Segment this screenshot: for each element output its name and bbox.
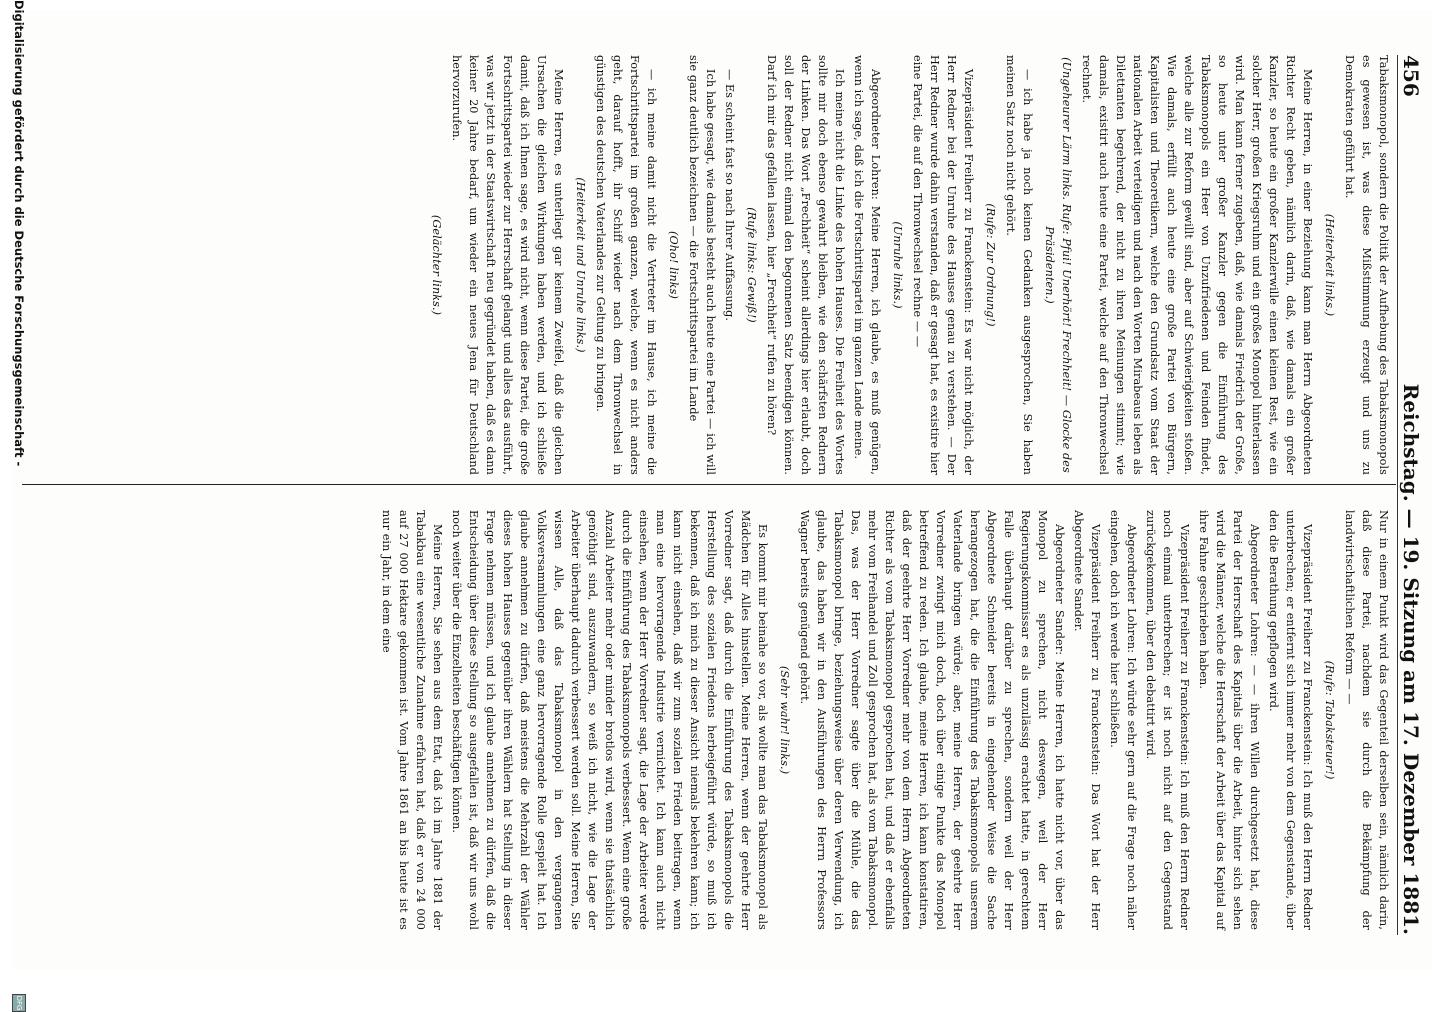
- paragraph: Tabaksmonopol, sondern die Politik der Aufhebung des Tabaksmonopols es gewesen ist, was diese Mißstimmung erzeugt und uns zu Demokraten geführt hat.: [1343, 55, 1390, 475]
- header-rule: [1397, 55, 1398, 935]
- stage-direction: (Sehr wahr! links.): [778, 665, 791, 775]
- paragraph: Ich meine nicht die Linke des hohen Hauses. Die Freiheit des Wortes sollte mir doch ebenso gewahrt bleiben, wie den schärfsten Rednern der Linken. Das Wort „Frechheit“ scheint allerdings hier erlaubt, doch soll der Redner nicht einmal den begonnenen Satz beendigen können. Darf ich mir das gefallen lassen, hier „Frechheit“ rufen zu hören?: [765, 55, 846, 475]
- digitization-credit: Digitalisierung gefördert durch die Deutsche Forschungsgemeinschaft -: [12, 0, 26, 467]
- paragraph: Vizepräsident Freiherr zu Franckenstein: Es war nicht möglich, der Herr Redner bei der Unruhe des Hauses genau zu verstehen. — Der Herr Redner wurde dahin verstanden, daß er gesagt hat, es existire hier eine Partei, die auf den Thronwechsel rechne — —: [911, 55, 975, 475]
- paragraph: Es kommt mir beinahe so vor, als wollte man das Tabaksmonopol als Mädchen für Alles hinstellen. Meine Herren, wenn der geehrte Herr Vorredner sagt, daß durch die Einführung des Tabaksmonopols die Herstellung des sozialen Friedens herbeigeführt würde, so muß ich bekennen, daß ich mich zu dieser Ansicht niemals bekehren kann; ich kann nicht einsehen, daß wir zum sozialen Frieden beitragen, wenn man eine hervorragende Industrie vernichtet. Ich kann auch nicht einsehen, wenn der Herr Vorredner sagt, die Lage der Arbeiter werde durch die Einführung des Tabaksmonopols verbessert. Wenn eine große Anzahl Arbeiter mehr oder minder brotlos wird, wenn sie thatsächlich genöthigt sind, auszuwandern, so weiß ich nicht, wie die Lage der Arbeiter überhaupt dadurch verbessert werden soll. Meine Herren, Sie wissen Alle, daß das Tabaksmonopol in den vergangenen Volksversammlungen eine ganz hervorragende Rolle gespielt hat. Ich glaube annehmen zu dürfen, daß meistens die Mehrzahl der Wähler dieses hohen Hauses gegenüber ihren Wählern hat Stellung in dieser Frage nehmen müssen, und ich glaube annehmen zu dürfen, daß die Entscheidung über diese Stellung so ausgefallen ist, daß wir uns wohl noch weiter über die Einzelheiten beschäftigen können.: [450, 510, 769, 930]
- right-column: [376, 510, 1392, 930]
- paragraph: — ich meine damit nicht die Vertreter im Hause, ich meine die Fortschrittspartei im großen ganzen, welche, wenn es nicht anders geht, darauf hofft, ihr Schiff wieder nach dem Thronwechsel in günstigen des deutschen Vaterlandes zur Geltung zu bringen.: [594, 55, 658, 475]
- page-title: Reichstag. — 19. Sitzung am 17. Dezember 1881.: [1399, 383, 1423, 935]
- paragraph: Abgeordneter Lohren: — — ihren Willen durchgesetzt hat, diese Partei der Herrschaft des Kapitals über die Arbeit, hinter sich sehen wird die Männer, welche die Herrschaft der Arbeit über das Kapital auf ihre Fahne geschrieben haben.: [1197, 510, 1261, 930]
- stage-direction: (Rufe links: Gewiß!): [745, 207, 758, 323]
- stage-direction: (Rufe: Zur Ordnung!): [984, 203, 997, 327]
- stage-direction: (Ungeheurer Lärm links. Rufe: Pfui! Unerhört! Frechheit! — Glocke des Präsidenten.): [1043, 57, 1073, 473]
- page-header: [1398, 55, 1424, 935]
- paragraph: Abgeordneter Lohren: Meine Herren, ich glaube, es muß genügen, wenn ich sage, daß ich die Fortschrittspartei im ganzen Lande meine.: [852, 55, 882, 475]
- stage-direction: (Rufe: Tabaksteuer!): [1323, 660, 1336, 780]
- stage-direction: (Gelächter links.): [430, 214, 443, 316]
- dfg-logo-icon: DFG: [12, 994, 26, 1012]
- paragraph: Vizepräsident Freiherr zu Franckenstein: Ich muß den Herrn Redner unterbrechen; er entfernt sich immer mehr von dem Gegenstande, über den die Berathung gepflogen wird.: [1267, 510, 1314, 930]
- stage-direction: (Oho! links): [667, 231, 680, 299]
- paragraph: — Es scheint fast so nach Ihrer Auffassung.: [723, 69, 736, 322]
- stage-direction: (Heiterkeit und Unruhe links.): [574, 177, 587, 353]
- paragraph: — ich habe ja noch keinen Gedanken ausgesprochen, Sie haben meinen Satz noch nicht gehört.: [1004, 55, 1034, 475]
- paragraph: Nur in einem Punkt wird das Gegenteil derselben sein, nämlich darin, daß diese Partei, nachdem sie durch die Bekämpfung der landwirtschaftlichen Reform — —: [1343, 510, 1390, 930]
- column-divider: [22, 484, 1396, 485]
- paragraph: Abgeordneter Sander: Meine Herren, ich hatte nicht vor, über das Monopol zu sprechen, nicht deswegen, weil der Herr Regierungskommissar es als unzulässig erachtet hatte, in gerechtem Falle überhaupt darüber zu sprechen, sondern weil der Herr Abgeordnete Schneider bereits in eingehender Weise die Sache herangezogen hat, die die Einführung des Tabaksmonopols unserem Vaterlande bringen würde; aber, meine Herren, der geehrte Herr Vorredner zwingt mich doch, doch über einige Punkte das Monopol betreffend zu reden. Ich glaube, meine Herren, ich kann konstatiren, daß der geehrte Herr Vorredner mehr von dem Herrn Abgeordneten Richter als vom Tabaksmonopol gesprochen hat, und daß er ebenfalls mehr vom Freihandel und Zoll gesprochen hat, als vom Tabaksmonopol. Das, was der Herr Vorredner sagte über die Mühle, die das Tabaksmonopol bringe, beziehungsweise über deren Verwendung, ich glaube, das haben wir in den Ausführungen des Herrn Professors Wagner bereits genügend gehört.: [798, 510, 1066, 930]
- paragraph: Vizepräsident Freiherr zu Franckenstein: Ich muß den Herrn Redner noch einmal unterbrechen; er ist noch nicht auf den Gegenstand zurückgekommen, über den debattirt wird.: [1144, 510, 1191, 930]
- newspaper-page: [12, 10, 1432, 970]
- stage-direction: (Unruhe links.): [891, 221, 904, 309]
- page-number: 456: [1399, 55, 1423, 97]
- paragraph: Ich habe gesagt, wie damals besteht auch heute eine Partei — ich will sie ganz deutlich bezeichnen — die Fortschrittspartei im Lande: [687, 55, 717, 475]
- stage-direction: (Heiterkeit links.): [1323, 213, 1336, 317]
- paragraph: Abgeordneter Lohren: Ich würde sehr gern auf die Frage noch näher eingehen, doch ich werde hier schließen.: [1108, 510, 1138, 930]
- paragraph: Vizepräsident Freiherr zu Franckenstein: Das Wort hat der Herr Abgeordnete Sander.: [1072, 510, 1102, 930]
- paragraph: Meine Herren, es unterliegt gar keinem Zweifel, daß die gleichen Ursachen die gleichen Wirkungen haben werden, und ich schließe damit, daß ich Ihnen sage, es wird nicht, wenn diese Partei, die große Fortschrittspartei wieder zur Herrschaft gelangt und alles das ausführt, was wir jetzt in der Staatswirtschaft neu gegründet haben, daß es dann keiner 20 Jahre bedarf, um wieder ein neues Jena für Deutschland hervorzurufen.: [450, 55, 565, 475]
- paragraph: Meine Herren, in einer Beziehung kann man Herrn Abgeordneten Richter Recht geben, nämlich darin, daß, wie damals ein großer Kanzler, so heute ein großer Kanzlerwille einen kleinen Rest, wie ein solcher Herr, großen Kriegsruhm und ein großes Monopol hinterlassen wird. Man kann ferner zugeben, daß, wie damals Friedrich der Große, so heute unter großer Kanzler gegen die Einführung des Tabaksmonopols ein Heer von Unzufriedenen und Feinden findet, welche alle zur Reform gewillt sind, aber auf Schwierigkeiten stoßen. Wie damals, erfüllt auch heute eine große Partei von Bürgern, Kapitalisten und Theoretikern, welche den Grundsatz vom Staat der nationalen Arbeit verteidigen und nach den Worten Mirabeaus leben als Dilettanten begehrend, der nicht zu ihren Meinungen stimmt; wie damals, existirt auch heute eine Partei, welche auf den Thronwechsel rechnet.: [1080, 55, 1314, 475]
- paragraph: Meine Herren, Sie sehen aus dem Etat, daß ich im Jahre 1881 der Tabakbau eine wesentliche Zunahme erfahren hat, daß er von 24 000 auf 27 000 Hektare gekommen ist. Vom Jahre 1861 an bis heute ist es nur ein Jahr, in dem eine: [380, 510, 444, 930]
- left-column: [423, 55, 1392, 475]
